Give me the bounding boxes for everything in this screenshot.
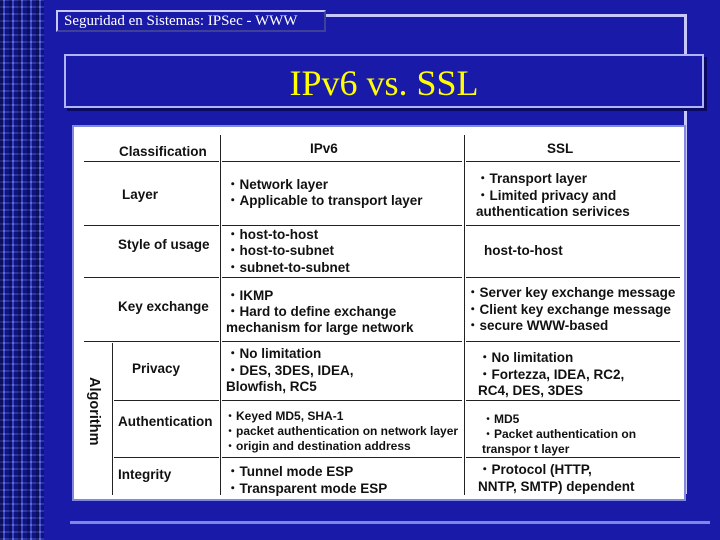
row-label-layer: Layer	[122, 187, 159, 202]
ssl-usage-line1: host-to-host	[484, 243, 563, 258]
ipv6-auth-line3: ・origin and destination address	[224, 439, 411, 453]
header-classification: Classification	[119, 144, 207, 159]
row-label-authentication: Authentication	[118, 414, 213, 429]
ssl-privacy-line1: ・No limitation	[478, 350, 574, 365]
row-divider	[222, 400, 462, 401]
ssl-auth-line3: transpor t layer	[482, 442, 570, 456]
row-divider	[222, 457, 462, 458]
frame-line-top	[326, 14, 686, 17]
ssl-auth-line2: ・Packet authentication on	[482, 427, 637, 441]
course-header: Seguridad en Sistemas: IPSec - WWW	[56, 10, 326, 32]
title-box	[64, 54, 704, 108]
ipv6-privacy-line3: Blowfish, RC5	[226, 379, 317, 394]
row-divider	[84, 341, 219, 342]
ipv6-key-line1: ・IKMP	[226, 288, 274, 303]
ipv6-integrity-line1: ・Tunnel mode ESP	[226, 464, 354, 479]
row-divider	[466, 225, 680, 226]
ipv6-privacy-line1: ・No limitation	[226, 346, 322, 361]
header-ipv6: IPv6	[310, 141, 338, 156]
row-divider	[84, 161, 219, 162]
algorithm-divider	[112, 343, 113, 495]
ssl-key-line3: ・secure WWW-based	[466, 318, 609, 333]
ssl-integrity-line1: ・Protocol (HTTP,	[478, 462, 592, 477]
header-ssl: SSL	[547, 141, 574, 156]
ipv6-layer-line2: ・Applicable to transport layer	[226, 193, 423, 208]
row-divider	[84, 277, 219, 278]
ssl-integrity-line2: NNTP, SMTP) dependent	[478, 479, 635, 494]
row-divider	[84, 225, 219, 226]
ipv6-key-line3: mechanism for large network	[226, 320, 414, 335]
row-divider	[222, 161, 462, 162]
frame-line-bottom	[70, 521, 710, 524]
ipv6-auth-line1: ・Keyed MD5, SHA-1	[224, 409, 344, 423]
ipv6-layer-line1: ・Network layer	[226, 177, 329, 192]
row-divider	[222, 341, 462, 342]
ssl-privacy-line3: RC4, DES, 3DES	[478, 383, 584, 398]
ipv6-privacy-line2: ・DES, 3DES, IDEA,	[226, 363, 354, 378]
ssl-layer-line2: ・Limited privacy and	[476, 188, 617, 203]
ssl-layer-line3: authentication serivices	[476, 204, 630, 219]
ipv6-key-line2: ・Hard to define exchange	[226, 304, 397, 319]
comparison-table	[72, 125, 686, 501]
ssl-privacy-line2: ・Fortezza, IDEA, RC2,	[478, 367, 625, 382]
column-divider	[220, 135, 221, 495]
slide-title: IPv6 vs. SSL	[289, 63, 479, 103]
column-divider	[464, 135, 465, 495]
row-divider	[466, 400, 680, 401]
row-divider	[466, 341, 680, 342]
ssl-key-line1: ・Server key exchange message	[466, 285, 676, 300]
row-label-privacy: Privacy	[132, 361, 181, 376]
row-label-style-of-usage: Style of usage	[118, 237, 210, 252]
ipv6-auth-line2: ・packet authentication on network layer	[224, 424, 459, 438]
row-divider	[114, 457, 219, 458]
row-label-key-exchange: Key exchange	[118, 299, 209, 314]
algorithm-label: Algorithm	[86, 377, 102, 446]
row-divider	[222, 277, 462, 278]
ipv6-integrity-line2: ・Transparent mode ESP	[226, 481, 388, 496]
ipv6-usage-line2: ・host-to-subnet	[226, 243, 334, 258]
ssl-layer-line1: ・Transport layer	[476, 171, 588, 186]
ssl-key-line2: ・Client key exchange message	[466, 302, 671, 317]
row-divider	[466, 277, 680, 278]
ipv6-usage-line3: ・subnet-to-subnet	[226, 260, 350, 275]
row-label-integrity: Integrity	[118, 467, 172, 482]
ssl-auth-line1: ・MD5	[482, 412, 520, 426]
ipv6-usage-line1: ・host-to-host	[226, 227, 319, 242]
row-divider	[466, 161, 680, 162]
row-divider	[114, 400, 219, 401]
decorative-side-stripe	[0, 0, 44, 540]
row-divider	[466, 457, 680, 458]
row-divider	[222, 225, 462, 226]
